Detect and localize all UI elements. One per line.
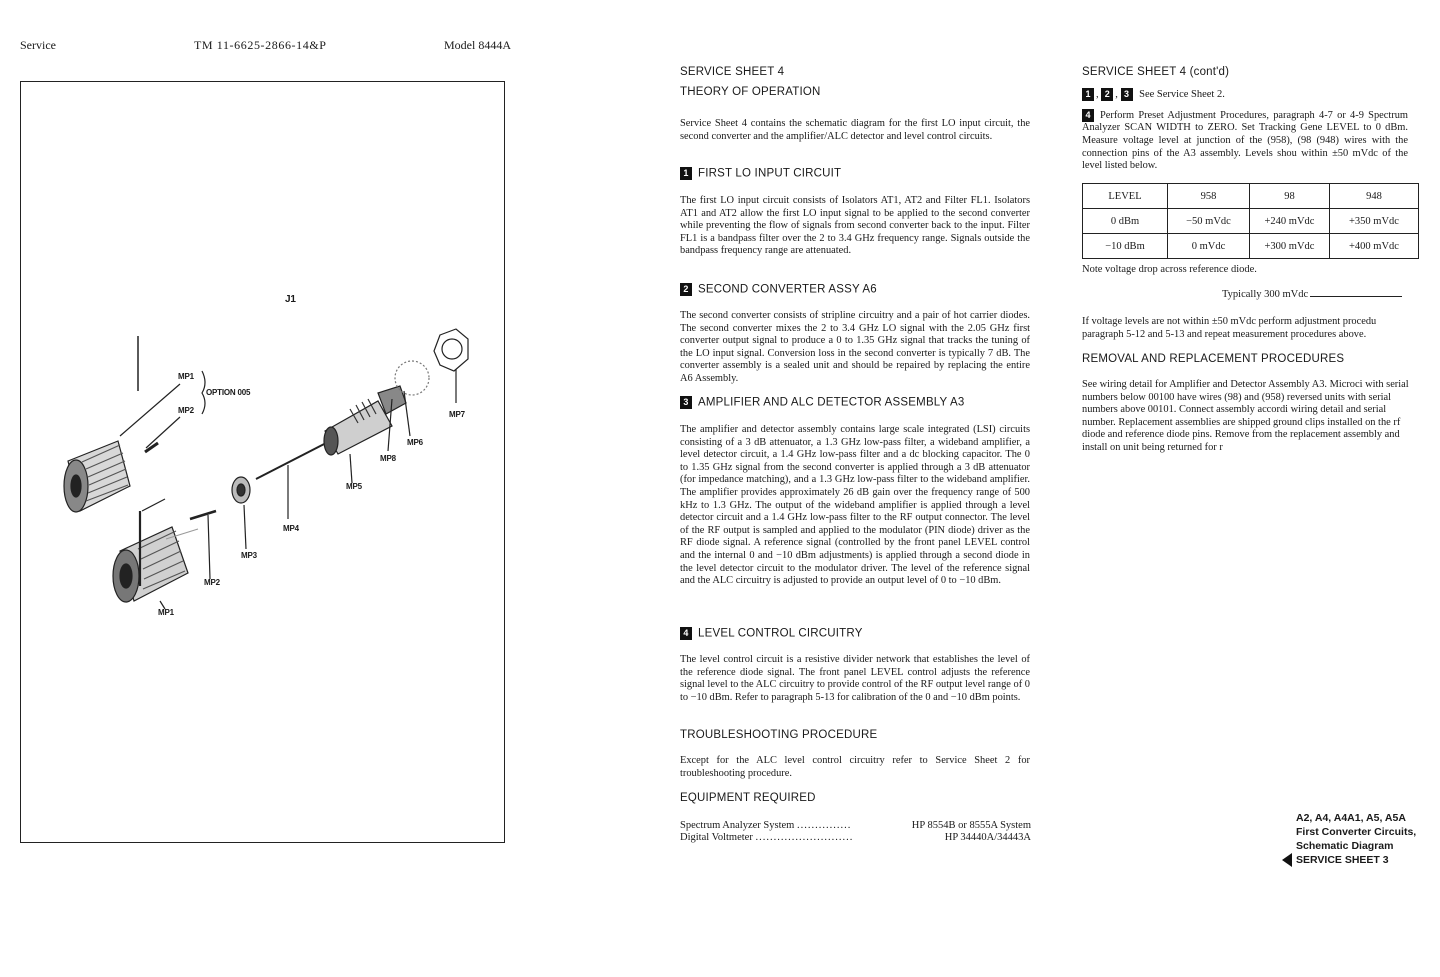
intro-paragraph: Service Sheet 4 contains the schematic diagram for the first LO input circuit, the second converter and the amplifier/ALC detector and level control circuits. xyxy=(680,118,1030,142)
equipment-heading: EQUIPMENT REQUIRED xyxy=(680,792,816,804)
label-mp4: MP4 xyxy=(283,524,299,533)
header-service: Service xyxy=(20,38,56,52)
service-sheet-title: SERVICE SHEET 4 xyxy=(680,66,785,78)
arrow-left-icon xyxy=(1282,853,1292,867)
label-mp8: MP8 xyxy=(380,454,396,463)
typical-value: Typically 300 mVdc xyxy=(1222,289,1402,300)
header-model: Model 8444A xyxy=(444,38,511,52)
note-text: Note voltage drop across reference diode. xyxy=(1082,264,1257,275)
troubleshooting-body: Except for the ALC level control circuitry refer to Service Sheet 2 for troubleshooting procedure. xyxy=(680,755,1030,779)
step-4-badge: 4 xyxy=(1082,109,1094,122)
label-option-005: OPTION 005 xyxy=(206,388,251,397)
label-mp5: MP5 xyxy=(346,482,362,491)
knob-upper xyxy=(64,441,130,512)
label-mp3: MP3 xyxy=(241,551,257,560)
label-j1: J1 xyxy=(285,294,296,305)
voltage-level-table xyxy=(1082,183,1419,259)
troubleshooting-heading: TROUBLESHOOTING PROCEDURE xyxy=(680,729,878,741)
table-cell: −10 dBm xyxy=(1083,234,1168,259)
table-header-cell: LEVEL xyxy=(1083,184,1168,209)
removal-body-wrap xyxy=(1082,379,1440,459)
ref-badge-3: 3 xyxy=(1121,88,1133,101)
hex-nut xyxy=(434,329,468,371)
step-4-block: 4 Perform Preset Adjustment Procedures, paragraph 4-7 or 4-9 Spectrum Analyzer SCAN WIDTH to ZERO. Set Tracking Gene LEVEL to 0 dBm. Measure voltage level at junction of the (958), (98 (948) wires with the connection pins of the A3 assembly. Levels shou within ±50 mVdc of the level listed below. xyxy=(1082,109,1408,172)
table-cell: +300 mVdc xyxy=(1250,234,1330,259)
section-2-body: The second converter consists of stripline circuitry and a pair of hot carrier diodes. The second converter mixes the 2 to 3.4 GHz LO signal with the 2.05 GHz first converter output signal to produce a 0 to 1.35 GHz signal that tracks the tuning of the LO input signal. Conversion loss in the second converter is typically 7 dB. The converter assembly is a sealed unit and should be repaired by replacing the entire A6 Assembly. xyxy=(680,310,1030,384)
section-number-badge: 3 xyxy=(680,396,692,409)
section-1-body: The first LO input circuit consists of Isolators AT1, AT2 and Filter FL1. Isolators AT1 and AT2 allow the first LO input signal to be applied to the second converter while preventing the flow of signals from second converter back to the input. Filter FL1 is a bandpass filter over the 2 to 3.4 GHz frequency range. Signals outside the bandpass frequency range are attenuated. xyxy=(680,195,1030,257)
table-header-cell: 958 xyxy=(1168,184,1250,209)
section-2-heading: 2 SECOND CONVERTER ASSY A6 xyxy=(680,283,877,296)
header-tm-number: TM 11-6625-2866-14&P xyxy=(194,38,327,52)
table-cell: −50 mVdc xyxy=(1168,209,1250,234)
label-mp1-top: MP1 xyxy=(178,372,194,381)
equipment-row-digital-voltmeter: Digital Voltmeter ........................... HP 34440A/34443A xyxy=(680,832,1031,843)
ref-badge-2: 2 xyxy=(1101,88,1113,101)
section-number-badge: 2 xyxy=(680,283,692,296)
sheet-footer: A2, A4, A4A1, A5, A5A First Converter Circuits, Schematic Diagram SERVICE SHEET 3 xyxy=(1282,811,1438,867)
exploded-parts-drawing xyxy=(20,81,505,843)
section-1-heading: 1 FIRST LO INPUT CIRCUIT xyxy=(680,167,841,180)
section-number-badge: 4 xyxy=(680,627,692,640)
label-mp2-top: MP2 xyxy=(178,406,194,415)
table-header-cell: 98 xyxy=(1250,184,1330,209)
table-cell: 0 mVdc xyxy=(1168,234,1250,259)
service-sheet-cont-title: SERVICE SHEET 4 (cont'd) xyxy=(1082,66,1230,78)
if-levels-paragraph: If voltage levels are not within ±50 mVdc perform adjustment procedu paragraph 5-12 and 5-13 and repeat measurement procedures above. xyxy=(1082,316,1377,340)
section-4-heading: 4 LEVEL CONTROL CIRCUITRY xyxy=(680,627,863,640)
reference-line: 1 , 2 , 3 See Service Sheet 2. xyxy=(1082,88,1225,101)
equipment-row-spectrum-analyzer: Spectrum Analyzer System ............... HP 8554B or 8555A System xyxy=(680,820,1031,831)
removal-body: See wiring detail for Amplifier and Detector Assembly A3. Microci with serial numbers below 00100 have wires (98) and (958) reversed units with serial numbers above 00101. Connect assembly accordi wiring detail and serial number. Replacement assemblies are shipped ground clips installed on the rf diode and reference diode pins. Remove from the replacement assembly and install on unit being returned for r xyxy=(1082,379,1409,453)
ref-badge-1: 1 xyxy=(1082,88,1094,101)
label-mp2-bottom: MP2 xyxy=(204,578,220,587)
table-cell: +350 mVdc xyxy=(1330,209,1419,234)
removal-heading: REMOVAL AND REPLACEMENT PROCEDURES xyxy=(1082,353,1345,365)
table-cell: +400 mVdc xyxy=(1330,234,1419,259)
voltage-level-table-wrap xyxy=(1082,183,1440,259)
section-4-body: The level control circuit is a resistive divider network that establishes the level of the reference diode signal. The front panel LEVEL control adjusts the reference signal level to the ALC circuitry to provide control of the RF output level range of 0 to −10 dBm. Refer to paragraph 5-13 for calibration of the 0 and −10 dBm points. xyxy=(680,654,1030,703)
label-mp1-bottom: MP1 xyxy=(158,608,174,617)
theory-of-operation-heading: THEORY OF OPERATION xyxy=(680,86,821,98)
table-cell: 0 dBm xyxy=(1083,209,1168,234)
section-3-body: The amplifier and detector assembly contains large scale integrated (LSI) circuits consisting of a 3 dB attenuator, a 1.3 GHz low-pass filter, a wideband amplifier, a level detector circuit, a 1.4 GHz low-pass filter and a dc blocking capacitor. The 0 to 1.35 GHz signal from the second converter is applied through a 3 dB attenuator (for impedance matching), and a 1.3 GHz low-pass filter to the wideband amplifier. The amplifier provides approximately 26 dB gain over the frequency range of 500 kHz to 1.3 GHz. The output of the wideband amplifier is applied through a level detector circuit and a 1.4 GHz low-pass filter to the RF output connector. The level of the RF output is sampled and applied to the modulator (PIN diode) driver as the RF diode signal. A reference signal (controlled by the front panel LEVEL control and the internal 0 and −10 dBm adjustments) is applied through a second diode in the level detector circuit to the modulator driver. The level of the reference signal and the ALC circuitry is adjusted to provide an output level of 0 to −10 dBm. xyxy=(680,424,1030,587)
connector-body xyxy=(324,386,406,455)
section-3-heading: 3 AMPLIFIER AND ALC DETECTOR ASSEMBLY A3 xyxy=(680,396,964,409)
table-header-cell: 948 xyxy=(1330,184,1419,209)
table-cell: +240 mVdc xyxy=(1250,209,1330,234)
knob-lower xyxy=(113,499,188,602)
label-mp7: MP7 xyxy=(449,410,465,419)
section-number-badge: 1 xyxy=(680,167,692,180)
label-mp6: MP6 xyxy=(407,438,423,447)
